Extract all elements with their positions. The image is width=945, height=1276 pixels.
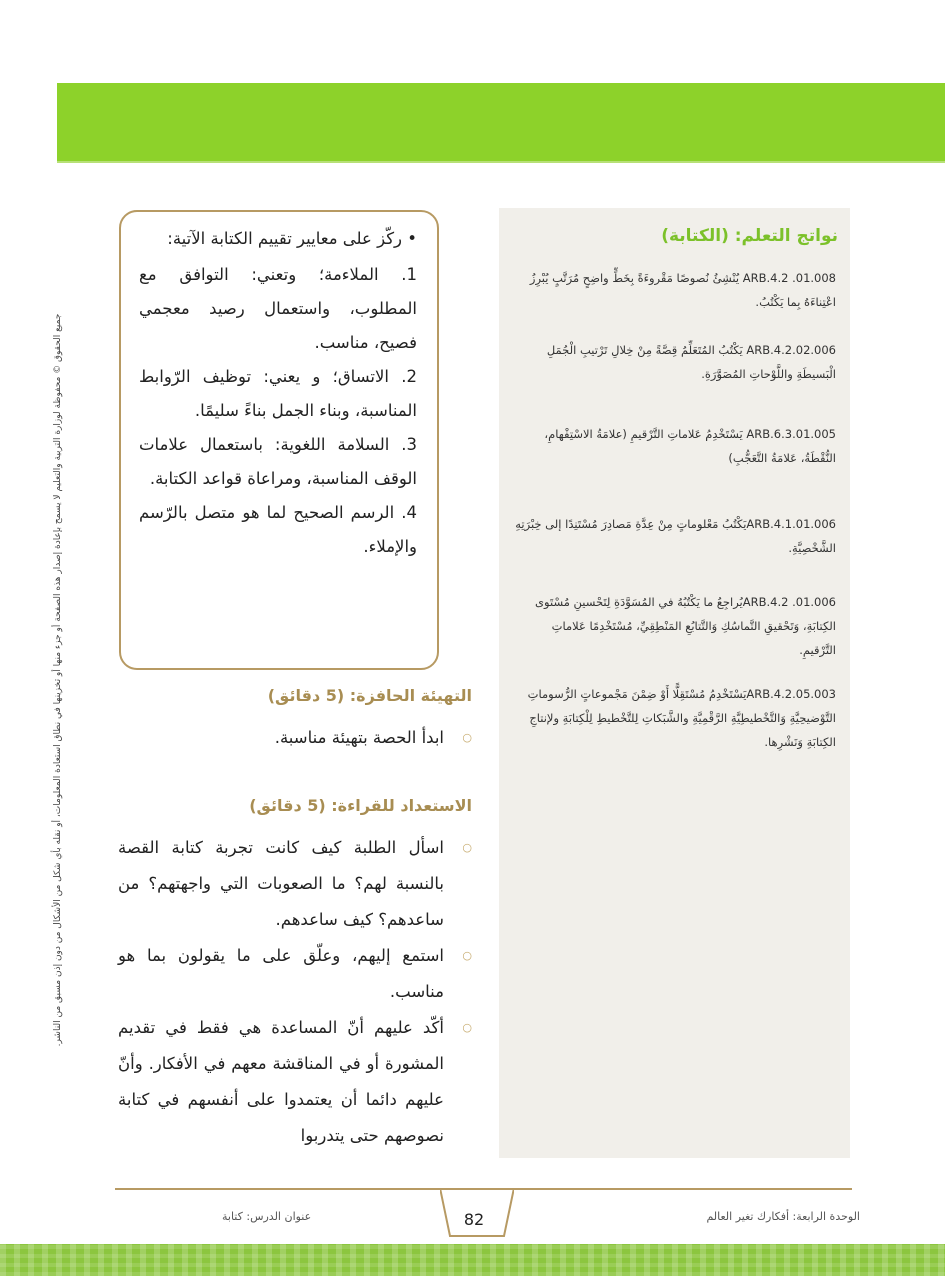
footer-lesson-title: عنوان الدرس: كتابة [222,1210,312,1223]
learning-outcomes-panel [499,208,850,1158]
outcome-item: ARB.4.2.05.003يَسْتَخْدِمُ مُسْتَقِلًّا أَوْ ضِمْنَ مَجْموعاتٍ الرُّسوماتِ التَّوْضيحِيَّةِ وَالتَّخْطيطِيَّةِ الرَّقْمِيَّةِ والشَّبَكاتِ لِلتَّخْطيطِ لِلْكِتابَةِ ولإنتاجِ الكِتابَةِ وَنَشْرِها. [527,687,836,749]
warmup-item: ○ ابدأ الحصة بتهيئة مناسبة. [118,720,474,756]
outcomes-title: نواتج التعلم: (الكتابة) [661,226,838,246]
copyright-text: جميع الحقوق © محفوظة لوزارة التربية والتعليم لا يسمح بإعادة إصدار هذه الصفحة أو جزء منها أو تخزينها في نطاق استعادة المعلومات، أو نقله بأي شكل من الأشكال من دون إذن مسبق من الناشر. [53,313,63,1047]
reading-prep-item: ○ اسأل الطلبة كيف كانت تجربة كتابة القصة بالنسبة لهم؟ ما الصعوبات التي واجهتهم؟ من ساعدهم؟ كيف ساعدهم. [118,830,474,938]
header-green-band [57,83,945,161]
copyright-sidebar [46,180,70,1180]
criteria-item: 2. الاتساق؛ و يعني: توظيف الرّوابط المناسبة، وبناء الجمل بناءً سليمًا. [139,367,417,420]
warmup-title: التهيئة الحافزة: (5 دقائق) [267,686,472,705]
header-band-shadow [57,161,945,163]
warmup-list [118,720,474,756]
reading-prep-item: ○ أكّد عليهم أنّ المساعدة هي فقط في تقديم المشورة أو في المناقشة معهم في الأفكار. وأنّ عليهم دائما أن يعتمدوا على أنفسهم في كتابة نصوصهم حتى يتدربوا [118,1010,474,1154]
criteria-lead: • ركّز على معايير تقييم الكتابة الآتية: [167,229,417,248]
outcome-item: ARB.4.2.02.006 يَكْتُبُ المُتَعَلِّمُ قِصَّةً مِنْ خِلالِ تَرْتيبِ الْجُمَلِ الْبَسيطَةِ واللَّوْحاتِ المُصَوَّرَةِ. [546,343,836,381]
criteria-item: 3. السلامة اللغوية: باستعمال علامات الوقف المناسبة، ومراعاة قواعد الكتابة. [139,435,417,488]
outcome-item: ARB.4.1.01.006يَكْتُبُ مَعْلوماتٍ مِنْ عِدَّةِ مَصادِرَ مُسْتَنِدًا إلى خِبْرَتِهِ الشَّخْصِيَّةِ. [515,517,836,555]
reading-prep-list [118,830,474,1154]
footer-green-pattern-strip [0,1244,945,1276]
criteria-item: 4. الرسم الصحيح لما هو متصل بالرّسم والإملاء. [139,503,417,556]
outcome-item: ARB.6.3.01.005 يَسْتَخْدِمُ عَلاماتِ التَّرْقيمِ (علامَةُ الاسْتِفْهامِ، النُّقْطَةُ، عَلامَةُ التَّعَجُّبِ) [544,427,836,465]
criteria-list [139,258,417,564]
circle-bullet-icon: ○ [462,841,472,854]
reading-prep-item: ○ استمع إليهم، وعلّق على ما يقولون بما هو مناسب. [118,938,474,1010]
circle-bullet-icon: ○ [462,731,472,744]
circle-bullet-icon: ○ [462,1021,472,1034]
reading-prep-title: الاستعداد للقراءة: (5 دقائق) [249,796,472,815]
criteria-item: 1. الملاءمة؛ وتعني: التوافق مع المطلوب، واستعمال رصيد معجمي فصيح، مناسب. [139,265,417,352]
page-number: 82 [463,1210,485,1229]
footer-unit-title: الوحدة الرابعة: أفكارك تغير العالم [706,1210,860,1223]
circle-bullet-icon: ○ [462,949,472,962]
outcome-item: ARB.4.2 .01.008 يُنْشِئُ نُصوصًا مَقْروءَةً بِخَطٍّ واضِحٍ مُرَتَّبٍ يُبْرِزُ اعْتِناءَهُ بِما يَكْتُبُ. [529,271,836,309]
assessment-criteria-box [119,210,439,670]
outcome-item: ARB.4.2 .01.006يُراجِعُ ما يَكْتُبُهُ في المُسَوَّدَةِ لِتَحْسينِ مُسْتَوى الكِتابَةِ، وَتَحْقيقِ التَّماسُكِ وَالتَّتابُعِ المَنْطِقِيِّ، مُسْتَخْدِمًا عَلاماتِ التَّرْقيمِ. [535,595,836,657]
